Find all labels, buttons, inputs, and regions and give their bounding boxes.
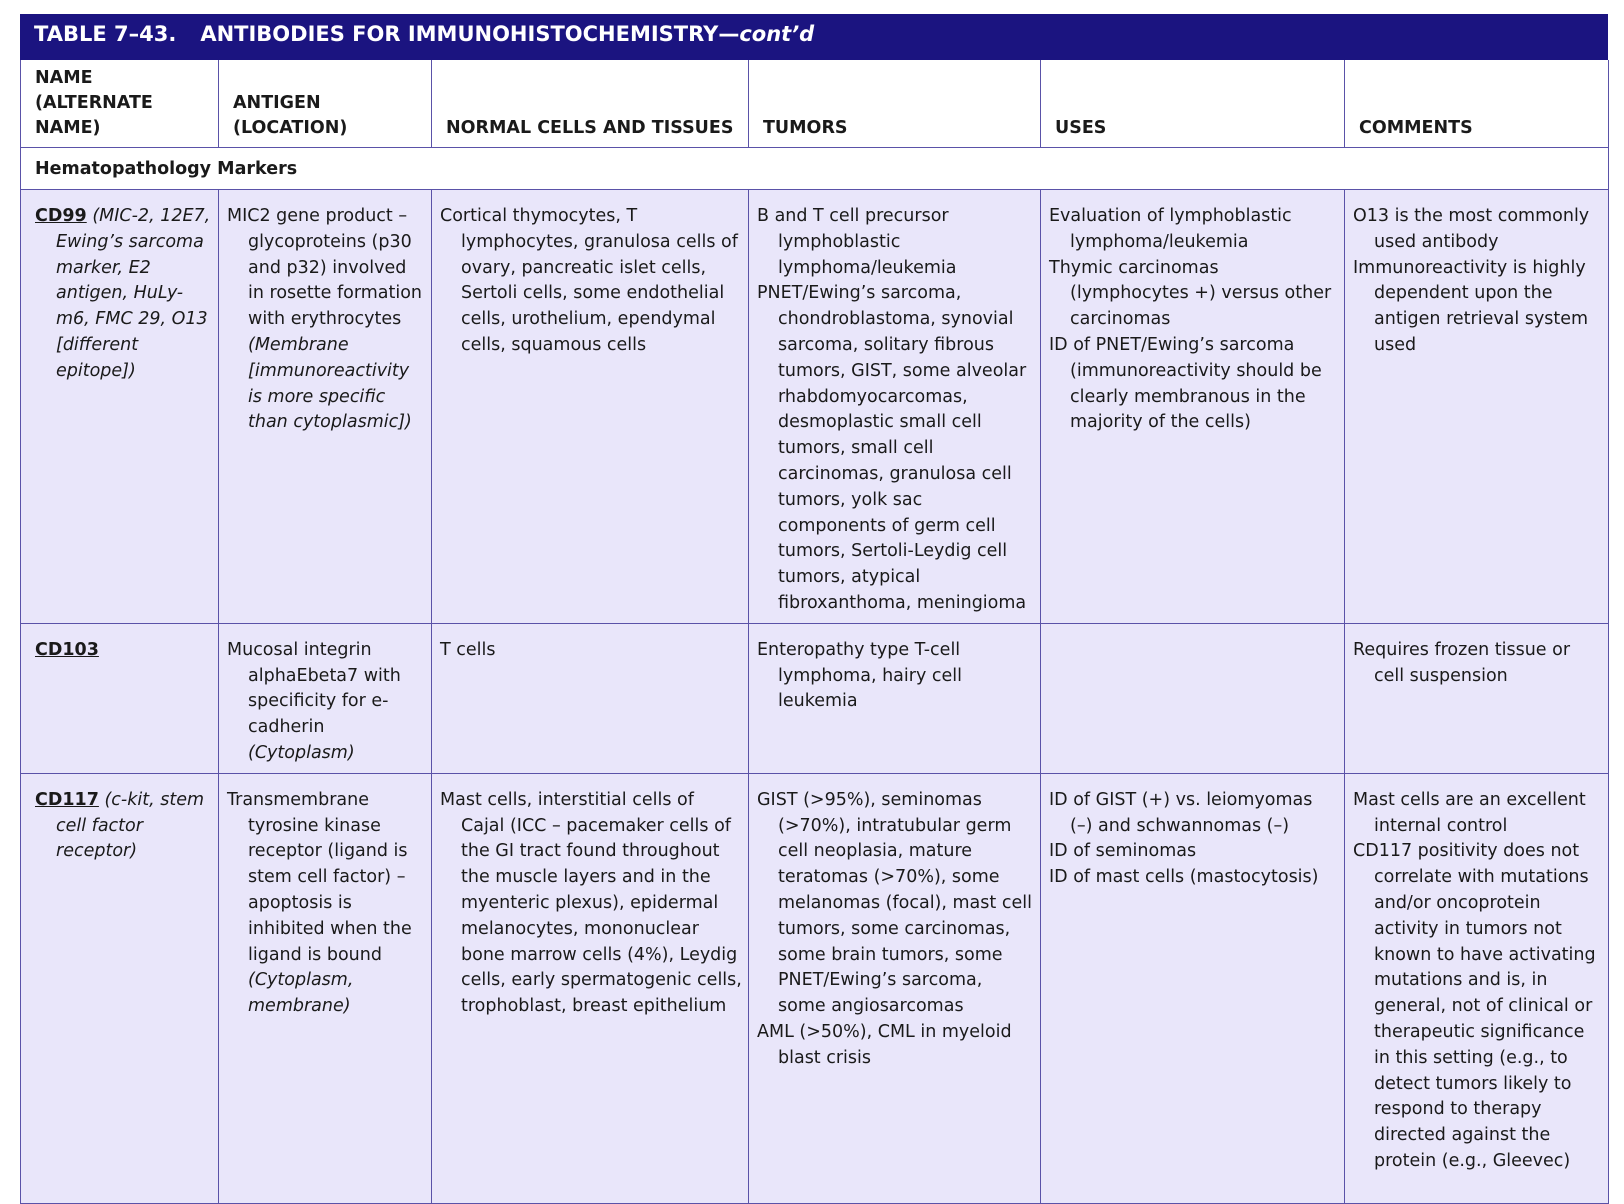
comments-cell	[1345, 773, 1609, 1203]
tumors-cell	[749, 773, 1041, 1203]
table-row	[21, 190, 1609, 624]
table-title	[20, 14, 1608, 60]
comment-item: Immunoreactivity is highly dependent upon the antigen retrieval system used	[1353, 257, 1589, 355]
comment-item: CD117 positivity does not correlate with mutations and/or oncoprotein activity in tumors not known to have activating mutations and is, in general, not of clinical or therapeutic significance in this setting (e.g., to detect tumors likely to respond to therapy directed against the protein (e.g., Gleevec)	[1353, 841, 1596, 1171]
normal-text: Mast cells, interstitial cells of Cajal (ICC – pacemaker cells of the GI tract found throughout the muscle layers and in the myenteric plexus), epidermal melanocytes, mononuclear bone marrow cells (4%), Leydig cells, early spermatogenic cells, trophoblast, breast epithelium	[440, 789, 742, 1017]
section-row	[21, 148, 1609, 190]
normal-text: Cortical thymocytes, T lymphocytes, granulosa cells of ovary, pancreatic islet cells, Sertoli cells, some endothelial cells, urothelium, ependymal cells, squamous cells	[440, 206, 738, 355]
table-number: TABLE 7–43.	[34, 22, 177, 46]
tumor-item: B and T cell precursor lymphoblastic lymphoma/leukemia	[757, 206, 957, 278]
antigen-location: (Cytoplasm, membrane)	[248, 970, 354, 1017]
name-cell	[21, 623, 219, 773]
section-title: Hematopathology Markers	[21, 148, 1609, 190]
use-item: ID of GIST (+) vs. leiomyomas (–) and schwannomas (–)	[1049, 789, 1313, 836]
comment-item: Requires frozen tissue or cell suspension	[1353, 639, 1571, 686]
tumor-item: GIST (>95%), seminomas (>70%), intratubular germ cell neoplasia, mature teratomas (>70%), some melanomas (focal), mast cell tumors, some carcinomas, some brain tumors, some PNET/Ewing’s sarcoma, some angiosarcomas	[757, 789, 1032, 1017]
antibody-name: CD103	[35, 639, 99, 660]
comment-item: O13 is the most commonly used antibody	[1353, 206, 1590, 252]
comment-item: Mast cells are an excellent internal control	[1353, 789, 1586, 836]
antigen-text: Transmembrane tyrosine kinase receptor (ligand is stem cell factor) – apoptosis is inhibited when the ligand is bound	[227, 789, 412, 965]
comments-cell	[1345, 190, 1609, 624]
antigen-cell	[219, 190, 432, 624]
table-row	[21, 773, 1609, 1203]
table-title-text: ANTIBODIES FOR IMMUNOHISTOCHEMISTRY—	[200, 22, 740, 46]
uses-cell	[1041, 190, 1345, 624]
antigen-text: Mucosal integrin alphaEbeta7 with specificity for e-cadherin	[227, 639, 401, 738]
use-item: Thymic carcinomas (lymphocytes +) versus other carcinomas	[1049, 257, 1332, 330]
normal-text: T cells	[440, 639, 496, 660]
antigen-text: MIC2 gene product – glycoproteins (p30 and p32) involved in rosette formation with erythrocytes	[227, 206, 423, 330]
table-title-suffix: cont’d	[739, 22, 815, 46]
uses-cell	[1041, 773, 1345, 1203]
header-normal-cells: NORMAL CELLS AND TISSUES	[432, 60, 749, 148]
tumor-item: PNET/Ewing’s sarcoma, chondroblastoma, synovial sarcoma, solitary fibrous tumors, GIST, some alveolar rhabdomyocarcomas, desmoplastic small cell tumors, small cell carcinomas, granulosa cell tumors, yolk sac components of germ cell tumors, Sertoli-Leydig cell tumors, atypical fibroxanthoma, meningioma	[757, 283, 1027, 613]
antigen-location: (Membrane [immunoreactivity is more specific than cytoplasmic])	[248, 334, 412, 433]
alternate-name: (MIC-2, 12E7, Ewing’s sarcoma marker, E2 antigen, HuLy-m6, FMC 29, O13 [different epitope])	[56, 206, 211, 381]
tumors-cell	[749, 623, 1041, 773]
antigen-location: (Cytoplasm)	[248, 742, 355, 763]
tumors-cell	[749, 190, 1041, 624]
tumor-item: Enteropathy type T-cell lymphoma, hairy cell leukemia	[757, 639, 962, 712]
header-row	[21, 60, 1609, 148]
alternate-name: (c-kit, stem cell factor receptor)	[56, 789, 205, 862]
table-grid	[20, 60, 1609, 1204]
antigen-cell	[219, 773, 432, 1203]
tumor-item: AML (>50%), CML in myeloid blast crisis	[757, 1021, 1012, 1068]
use-item: ID of PNET/Ewing’s sarcoma (immunoreactivity should be clearly membranous in the majority of the cells)	[1049, 334, 1322, 433]
header-tumors: TUMORS	[749, 60, 1041, 148]
antigen-cell	[219, 623, 432, 773]
antibody-name: CD117	[35, 789, 99, 810]
header-name: NAME (ALTERNATE NAME)	[21, 60, 219, 148]
normal-cell	[432, 190, 749, 624]
table-row	[21, 623, 1609, 773]
use-item: ID of seminomas	[1049, 841, 1197, 862]
antibody-table	[20, 14, 1608, 1204]
use-item: ID of mast cells (mastocytosis)	[1049, 867, 1319, 888]
name-cell	[21, 773, 219, 1203]
use-item: Evaluation of lymphoblastic lymphoma/leukemia	[1049, 206, 1292, 252]
comments-cell	[1345, 623, 1609, 773]
normal-cell	[432, 773, 749, 1203]
antibody-name: CD99	[35, 206, 87, 226]
header-comments: COMMENTS	[1345, 60, 1609, 148]
header-antigen: ANTIGEN (LOCATION)	[219, 60, 432, 148]
uses-cell	[1041, 623, 1345, 773]
name-cell	[21, 190, 219, 624]
normal-cell	[432, 623, 749, 773]
header-uses: USES	[1041, 60, 1345, 148]
